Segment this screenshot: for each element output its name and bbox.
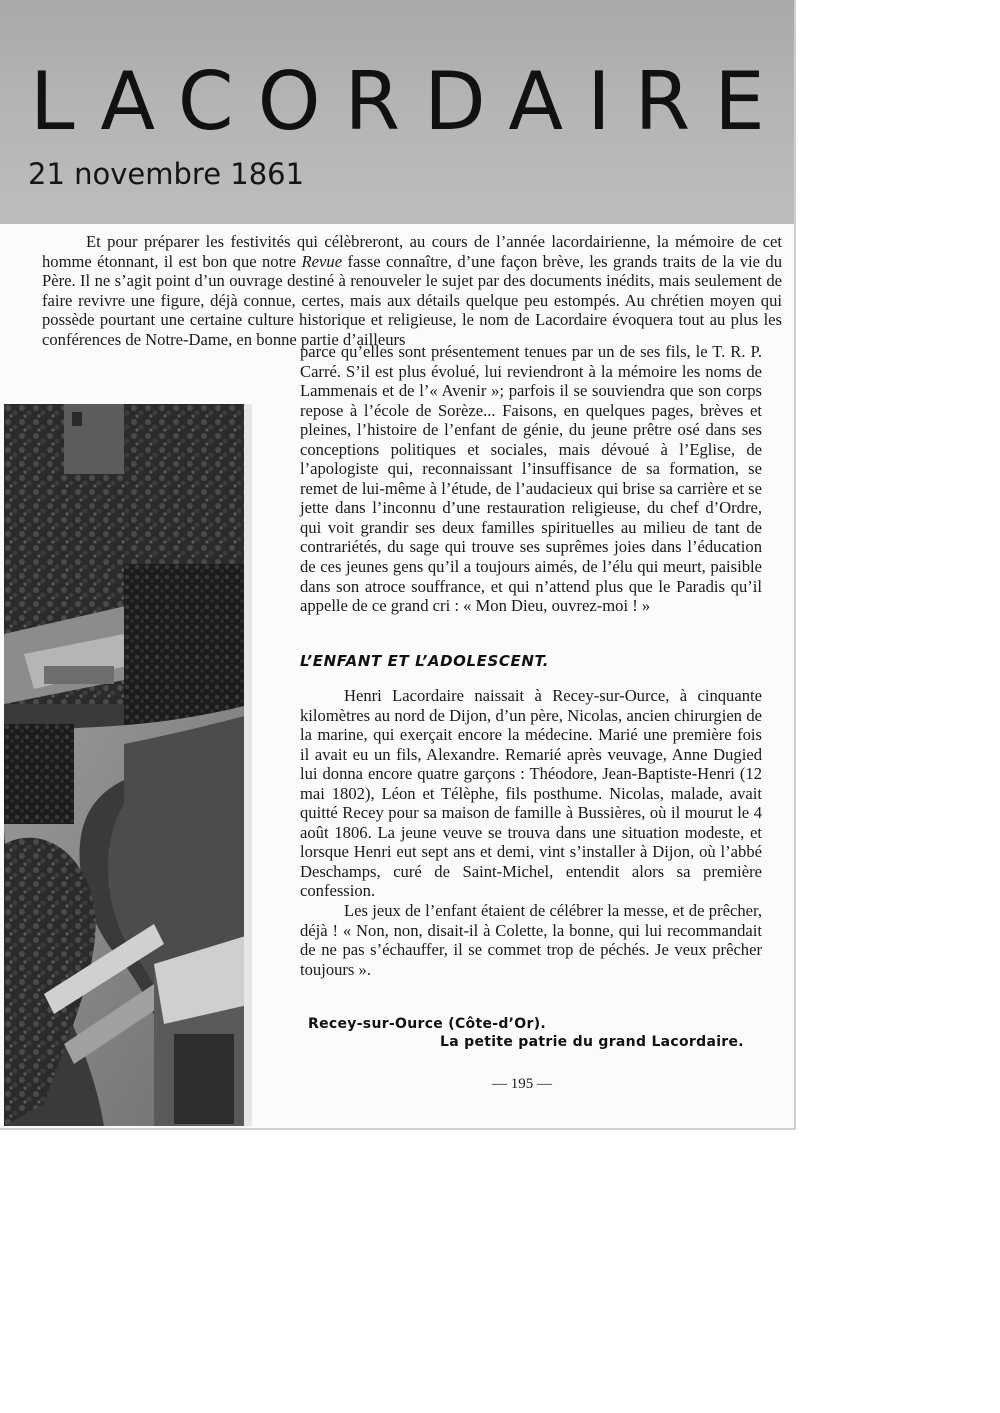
intro-text-start: Et pour préparer les festivités qui célèbreront, au cours de l’année lacordairienne, la mémoire de cet homme étonnant, il est bon que notre xyxy=(42,232,782,271)
landscape-photo xyxy=(4,404,252,1126)
title-banner xyxy=(0,0,794,224)
section-body xyxy=(300,686,762,979)
photo-caption-description: La petite patrie du grand Lacordaire. xyxy=(440,1034,744,1050)
section-heading: L’ENFANT ET L’ADOLESCENT. xyxy=(300,652,550,670)
article-date: 21 novembre 1861 xyxy=(28,157,305,191)
photo-caption-place: Recey-sur-Ource (Côte-d’Or). xyxy=(308,1016,547,1032)
section-paragraph-1: Henri Lacordaire naissait à Recey-sur-Ource, à cinquante kilomètres au nord de Dijon, d’un père, Nicolas, ancien chirurgien de la marine, qui exerçait encore la médecine. Marié une première fois il avait eu un fils, Alexandre. Remarié après veuvage, Anne Dugied lui donna encore quatre garçons : Théodore, Jean-Baptiste-Henri (12 mai 1802), Léon et Télèphe, fils posthume. Nicolas, malade, avait quitté Recey pour sa maison de famille à Bussières, où il mourut le 4 août 1806. La jeune veuve se trouva dans une situation modeste, et lorsque Henri eut sept ans et demi, vint s’installer à Dijon, où l’abbé Deschamps, curé de Saint-Michel, entendit alors sa première confession. xyxy=(300,686,762,901)
intro-paragraph xyxy=(42,232,782,349)
intro-text-end: fasse connaître, d’une façon brève, les grands traits de la vie du Père. Il ne s’agit point d’un ouvrage destiné à renouveler le sujet par des documents inédits, mais seulement de faire revivre une figure, déjà connue, certes, mais aux détails quelque peu estompés. Au chrétien moyen qui possède pourtant une certaine culture historique et religieuse, le nom de Lacordaire évoquera tout au plus les conférences de Notre-Dame, en bonne partie d’ailleurs xyxy=(42,251,782,349)
intro-column-paragraph: parce qu’elles sont présentement tenues par un de ses fils, le T. R. P. Carré. S’il est plus évolué, lui reviendront à la mémoire les noms de Lammenais et de l’« Avenir »; parfois il se souviendra que son corps repose à l’école de Sorèze... Faisons, en quelques pages, brèves et pleines, l’histoire de l’enfant de génie, du jeune prêtre osé dans ses conceptions politiques et sociales, mais dévoué à l’Eglise, de l’apologiste qui, reconnaissant l’insuffisance de sa formation, se remet de lui-même à l’étude, de l’audacieux qui brise sa carrière et se jette dans l’inconnu d’une restauration religieuse, du chef d’Ordre, qui voit grandir ses deux familles spirituelles au milieu de tant de contrariétés, du sage qui trouve ses suprêmes joies dans l’éducation de ces jeunes gens qu’il a toujours aimés, de l’élu qui meurt, paisible dans son atroce souffrance, et qui n’attend plus que le Paradis qu’il appelle de ce grand cri : « Mon Dieu, ouvrez-moi ! » xyxy=(300,342,762,616)
section-paragraph-2: Les jeux de l’enfant étaient de célébrer la messe, et de prêcher, déjà ! « Non, non, disait-il à Colette, la bonne, qui lui recommandait de ne pas s’échauffer, il se commet trop de péchés. Je veux prêcher toujours ». xyxy=(300,901,762,979)
revue-emphasis: Revue xyxy=(301,251,343,271)
intro-column-text xyxy=(300,342,762,616)
article-title: LACORDAIRE xyxy=(30,55,789,148)
page-number: — 195 — xyxy=(492,1076,552,1092)
